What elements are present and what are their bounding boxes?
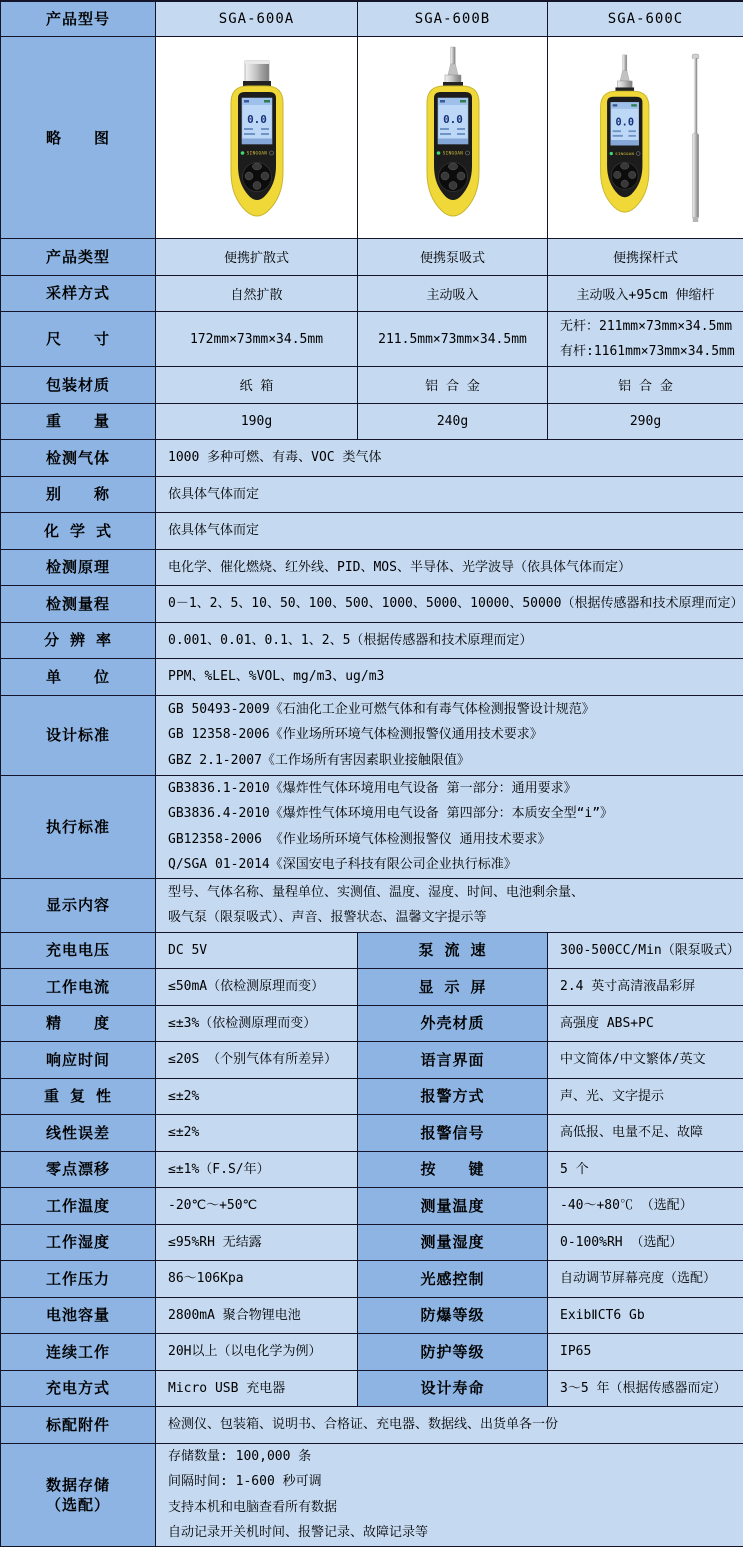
spec-value — [548, 1115, 743, 1152]
row-label-line: （选配） — [45, 1495, 110, 1514]
spec-value — [548, 1042, 743, 1079]
spec-value-text: 自动调节屏幕亮度（选配） — [560, 1271, 717, 1286]
spec-text-line: 1000 多种可燃、有毒、VOC 类气体 — [168, 450, 382, 465]
spec-text-line: 吸气泵（限泵吸式）、声音、报警状态、温馨文字提示等 — [168, 910, 487, 925]
row-label-text: 略 图 — [45, 128, 110, 147]
spec-value-text: 声、光、文字提示 — [560, 1088, 665, 1104]
row-label — [1, 2, 156, 37]
row-label-text: 报警信号 — [420, 1123, 485, 1142]
row-label — [358, 1006, 548, 1043]
row-label-text: 别 称 — [45, 485, 110, 504]
table-row — [1, 1298, 743, 1335]
row-label — [358, 1079, 548, 1116]
table-row — [1, 1225, 743, 1262]
row-label-text: 充电电压 — [45, 941, 110, 960]
row-label — [1, 1188, 156, 1225]
table-row — [1, 513, 743, 550]
row-label-text: 外壳材质 — [420, 1014, 485, 1033]
spec-value-text: ≤±2% — [168, 1125, 200, 1140]
row-label — [358, 1225, 548, 1262]
spec-value-text: IP65 — [560, 1344, 592, 1359]
table-row — [1, 623, 743, 660]
model-name: SGA-600B — [358, 2, 548, 37]
row-label-text: 产品型号 — [45, 10, 110, 28]
device-screen-value: 0.0 — [442, 112, 463, 126]
table-row — [1, 659, 743, 696]
row-label — [1, 969, 156, 1006]
row-label-text: 采样方式 — [45, 284, 110, 303]
spec-value: 铝 合 金 — [548, 367, 743, 404]
spec-value: 便携探杆式 — [548, 239, 743, 276]
table-row — [1, 933, 743, 970]
spec-value — [156, 623, 743, 660]
spec-value — [548, 1188, 743, 1225]
table-row — [1, 1042, 743, 1079]
row-label-text: 产品类型 — [45, 247, 110, 266]
spec-text-line: 电化学、催化燃烧、红外线、PID、MOS、半导体、光学波导（依具体气体而定） — [168, 559, 631, 575]
spec-value — [156, 1444, 743, 1547]
spec-value-text: Micro USB 充电器 — [168, 1380, 286, 1396]
table-row — [1, 1334, 743, 1371]
row-label — [358, 1334, 548, 1371]
gas-detector-probe-illustration — [571, 46, 721, 230]
row-label — [1, 1006, 156, 1043]
spec-value — [548, 1371, 743, 1408]
spec-value-text: 20H以上（以电化学为例） — [168, 1344, 322, 1359]
row-label-text: 设计标准 — [45, 726, 110, 744]
model-name: SGA-600C — [548, 2, 743, 37]
table-row — [1, 550, 743, 587]
row-label-text: 显示内容 — [45, 896, 110, 914]
spec-value — [548, 312, 743, 367]
row-label — [1, 933, 156, 970]
row-label — [358, 969, 548, 1006]
row-label — [1, 440, 156, 477]
row-label-text: 分 辨 率 — [43, 631, 113, 650]
spec-value — [156, 1334, 358, 1371]
row-label — [1, 477, 156, 514]
spec-value — [548, 1006, 743, 1043]
row-label-text: 尺 寸 — [45, 330, 110, 348]
gas-detector-diffusion-illustration — [182, 46, 332, 230]
row-label — [1, 1152, 156, 1189]
spec-text-line: 0.001、0.01、0.1、1、2、5（根据传感器和技术原理而定） — [168, 632, 533, 648]
spec-value — [156, 969, 358, 1006]
row-label — [1, 1407, 156, 1444]
spec-value — [156, 1261, 358, 1298]
row-label-text: 化 学 式 — [43, 521, 113, 540]
spec-value — [548, 1261, 743, 1298]
spec-value-text: ≤±3%（依检测原理而变） — [168, 1015, 317, 1031]
row-label-text: 检测气体 — [45, 448, 110, 467]
spec-value-text: ≤95%RH 无结露 — [168, 1234, 262, 1250]
spec-value: 铝 合 金 — [358, 367, 548, 404]
row-label-text: 工作温度 — [45, 1196, 110, 1215]
row-label-text: 标配附件 — [45, 1415, 110, 1434]
spec-text-line: 型号、气体名称、量程单位、实测值、温度、湿度、时间、电池剩余量、 — [168, 884, 585, 900]
table-row — [1, 1407, 743, 1444]
row-label — [1, 1079, 156, 1116]
product-image-cell — [548, 37, 743, 239]
row-label-text: 包装材质 — [45, 375, 110, 394]
product-image-cell — [156, 37, 358, 239]
spec-text-line: 无杆：211mm×73mm×34.5mm — [560, 318, 733, 334]
spec-value — [548, 969, 743, 1006]
spec-value — [156, 879, 743, 933]
spec-value — [156, 1225, 358, 1262]
spec-text-line: GBZ 2.1-2007《工作场所有害因素职业接触限值》 — [168, 752, 470, 768]
spec-value — [156, 513, 743, 550]
spec-value: 211.5mm×73mm×34.5mm — [358, 312, 548, 367]
row-label — [1, 1042, 156, 1079]
spec-text-line: GB3836.4-2010《爆炸性气体环境用电气设备 第四部分：本质安全型“i”》 — [168, 806, 614, 821]
spec-value-text: 2800mA 聚合物锂电池 — [168, 1307, 301, 1323]
spec-value: 172mm×73mm×34.5mm — [156, 312, 358, 367]
spec-value-text: ≤±2% — [168, 1088, 200, 1104]
spec-value-text: DC 5V — [168, 942, 208, 958]
spec-value — [156, 696, 743, 776]
spec-text-line: GB12358-2006 《作业场所环境气体检测报警仪 通用技术要求》 — [168, 831, 551, 847]
spec-value — [156, 1042, 358, 1079]
device-brand-label: SINGOAN — [246, 150, 267, 156]
row-label — [1, 404, 156, 441]
table-row — [1, 696, 743, 776]
row-label — [358, 1115, 548, 1152]
spec-value: 便携泵吸式 — [358, 239, 548, 276]
spec-value-text: ExibⅡCT6 Gb — [560, 1307, 645, 1323]
row-label — [1, 586, 156, 623]
row-label-text: 检测原理 — [45, 558, 110, 577]
spec-value — [156, 659, 743, 696]
spec-value-text: ≤20S （个别气体有所差异） — [168, 1052, 338, 1067]
row-label-text: 重 复 性 — [43, 1087, 113, 1106]
row-label-text: 工作湿度 — [45, 1233, 110, 1252]
spec-value — [156, 1188, 358, 1225]
table-row — [1, 1006, 743, 1043]
row-label — [1, 312, 156, 367]
row-label — [1, 696, 156, 776]
row-label — [1, 550, 156, 587]
spec-text-line: 存储数量: 100,000 条 — [168, 1448, 312, 1464]
spec-value — [156, 1079, 358, 1116]
table-row — [1, 1115, 743, 1152]
spec-value: 190g — [156, 404, 358, 441]
row-label — [1, 367, 156, 404]
table-row — [1, 969, 743, 1006]
spec-value-text: 300-500CC/Min（限泵吸式） — [560, 942, 740, 958]
spec-value-text: 高强度 ABS+PC — [560, 1015, 654, 1031]
table-row — [1, 776, 743, 879]
gas-detector-pump-illustration — [378, 46, 528, 230]
row-label — [1, 1115, 156, 1152]
table-row — [1, 440, 743, 477]
row-label-text: 按 键 — [420, 1160, 485, 1179]
spec-value-text: 5 个 — [560, 1161, 589, 1177]
row-label-text: 语言界面 — [420, 1050, 485, 1069]
table-row — [1, 586, 743, 623]
spec-text-line: 自动记录开关机时间、报警记录、故障记录等 — [168, 1525, 429, 1540]
row-label-text: 精 度 — [45, 1014, 110, 1033]
table-row — [1, 404, 743, 441]
spec-text-line: 依具体气体而定 — [168, 523, 260, 538]
row-label-text: 电池容量 — [45, 1306, 110, 1325]
spec-value: 便携扩散式 — [156, 239, 358, 276]
spec-value — [156, 1006, 358, 1043]
row-label — [358, 1261, 548, 1298]
row-label — [1, 239, 156, 276]
table-row — [1, 879, 743, 933]
spec-value — [156, 1407, 743, 1444]
spec-text-line: 0－1、2、5、10、50、100、500、1000、5000、10000、50000（根据传感器和技术原理而定） — [168, 596, 743, 611]
device-brand-label: SINGOAN — [614, 150, 634, 156]
row-label — [1, 276, 156, 313]
table-row — [1, 239, 743, 276]
spec-value — [548, 1225, 743, 1262]
spec-value — [156, 776, 743, 879]
row-label — [1, 1261, 156, 1298]
row-label-text: 工作压力 — [45, 1269, 110, 1288]
row-label — [1, 1334, 156, 1371]
table-row — [1, 1261, 743, 1298]
table-row — [1, 1079, 743, 1116]
table-row — [1, 1444, 743, 1547]
row-label — [1, 623, 156, 660]
row-label — [1, 513, 156, 550]
row-label — [1, 1371, 156, 1408]
spec-value: 主动吸入+95cm 伸缩杆 — [548, 276, 743, 313]
spec-value: 290g — [548, 404, 743, 441]
row-label — [358, 1188, 548, 1225]
spec-text-line: 支持本机和电脑查看所有数据 — [168, 1499, 338, 1515]
row-label-text: 线性误差 — [45, 1123, 110, 1142]
row-label — [1, 776, 156, 879]
row-label-text: 执行标准 — [45, 817, 110, 836]
spec-value-text: ≤±1%（F.S/年） — [168, 1161, 270, 1177]
spec-value: 纸 箱 — [156, 367, 358, 404]
spec-value-text: -40～+80℃ （选配） — [560, 1198, 693, 1213]
row-label-text: 连续工作 — [45, 1342, 110, 1361]
table-row — [1, 477, 743, 514]
spec-value — [156, 550, 743, 587]
spec-value-text: 86～106Kpa — [168, 1271, 244, 1286]
spec-value — [548, 933, 743, 970]
spec-value-text: ≤50mA（依检测原理而变） — [168, 979, 325, 994]
spec-value: 主动吸入 — [358, 276, 548, 313]
table-row — [1, 367, 743, 404]
row-label-text: 测量湿度 — [420, 1233, 485, 1252]
row-label-line: 数据存储 — [45, 1475, 110, 1494]
row-label — [1, 879, 156, 933]
table-row — [1, 312, 743, 367]
row-label — [1, 37, 156, 239]
row-label — [1, 1444, 156, 1547]
row-label-text: 测量温度 — [420, 1196, 485, 1215]
spec-text-line: PPM、%LEL、%VOL、mg/m3、ug/m3 — [168, 669, 385, 684]
spec-text-line: 检测仪、包装箱、说明书、合格证、充电器、数据线、出货单各一份 — [168, 1417, 559, 1432]
spec-value — [156, 586, 743, 623]
table-row — [1, 1188, 743, 1225]
table-row — [1, 2, 743, 37]
table-row — [1, 1371, 743, 1408]
table-row — [1, 276, 743, 313]
row-label — [358, 1152, 548, 1189]
spec-value — [156, 440, 743, 477]
row-label — [1, 1298, 156, 1335]
spec-text-line: Q/SGA 01-2014《深国安电子科技有限公司企业执行标准》 — [168, 857, 517, 872]
spec-value: 240g — [358, 404, 548, 441]
device-screen-value: 0.0 — [615, 117, 634, 129]
spec-value-text: 3～5 年（根据传感器而定） — [560, 1380, 727, 1396]
table-row — [1, 1152, 743, 1189]
row-label — [358, 933, 548, 970]
row-label — [1, 1225, 156, 1262]
row-label — [358, 1371, 548, 1408]
row-label-text: 充电方式 — [45, 1379, 110, 1398]
spec-value — [156, 933, 358, 970]
device-brand-label: SINGOAN — [442, 150, 463, 156]
spec-value — [548, 1298, 743, 1335]
spec-text-line: GB3836.1-2010《爆炸性气体环境用电气设备 第一部分：通用要求》 — [168, 780, 577, 796]
spec-text-line: GB 12358-2006《作业场所环境气体检测报警仪通用技术要求》 — [168, 727, 543, 743]
model-name: SGA-600A — [156, 2, 358, 37]
spec-value — [156, 1371, 358, 1408]
row-label-text: 工作电流 — [45, 977, 110, 996]
table-row — [1, 37, 743, 239]
spec-value — [548, 1334, 743, 1371]
row-label-text: 防爆等级 — [420, 1306, 485, 1325]
row-label-text: 零点漂移 — [45, 1160, 110, 1179]
row-label-text: 报警方式 — [420, 1087, 485, 1106]
spec-value — [548, 1152, 743, 1189]
row-label-text: 检测量程 — [45, 594, 110, 613]
spec-value: 自然扩散 — [156, 276, 358, 313]
row-label-text: 重 量 — [45, 412, 110, 431]
row-label-text: 设计寿命 — [420, 1379, 485, 1398]
product-image-cell — [358, 37, 548, 239]
spec-value-text: 2.4 英寸高清液晶彩屏 — [560, 979, 696, 994]
spec-value — [156, 477, 743, 514]
spec-text-line: 依具体气体而定 — [168, 486, 260, 502]
row-label — [358, 1298, 548, 1335]
row-label-text: 防护等级 — [420, 1342, 485, 1361]
spec-value-text: 0-100%RH （选配） — [560, 1234, 683, 1250]
row-label-text: 显 示 屏 — [418, 977, 487, 996]
row-label-text: 单 位 — [45, 667, 110, 686]
row-label-text: 光感控制 — [420, 1269, 485, 1288]
spec-value-text: 高低报、电量不足、故障 — [560, 1125, 704, 1140]
spec-value — [156, 1298, 358, 1335]
spec-text-line: 有杆:1161mm×73mm×34.5mm — [560, 344, 735, 359]
spec-value-text: 中文简体/中文繁体/英文 — [560, 1052, 706, 1067]
spec-text-line: GB 50493-2009《石油化工企业可燃气体和有毒气体检测报警设计规范》 — [168, 701, 595, 717]
spec-value-text: -20℃～+50℃ — [168, 1198, 258, 1213]
spec-value — [548, 1079, 743, 1116]
spec-text-line: 间隔时间: 1-600 秒可调 — [168, 1474, 322, 1489]
spec-value — [156, 1152, 358, 1189]
row-label — [1, 659, 156, 696]
row-label-text: 泵 流 速 — [418, 941, 487, 960]
row-label-text: 响应时间 — [45, 1050, 110, 1069]
row-label — [358, 1042, 548, 1079]
spec-value — [156, 1115, 358, 1152]
device-screen-value: 0.0 — [246, 112, 267, 126]
